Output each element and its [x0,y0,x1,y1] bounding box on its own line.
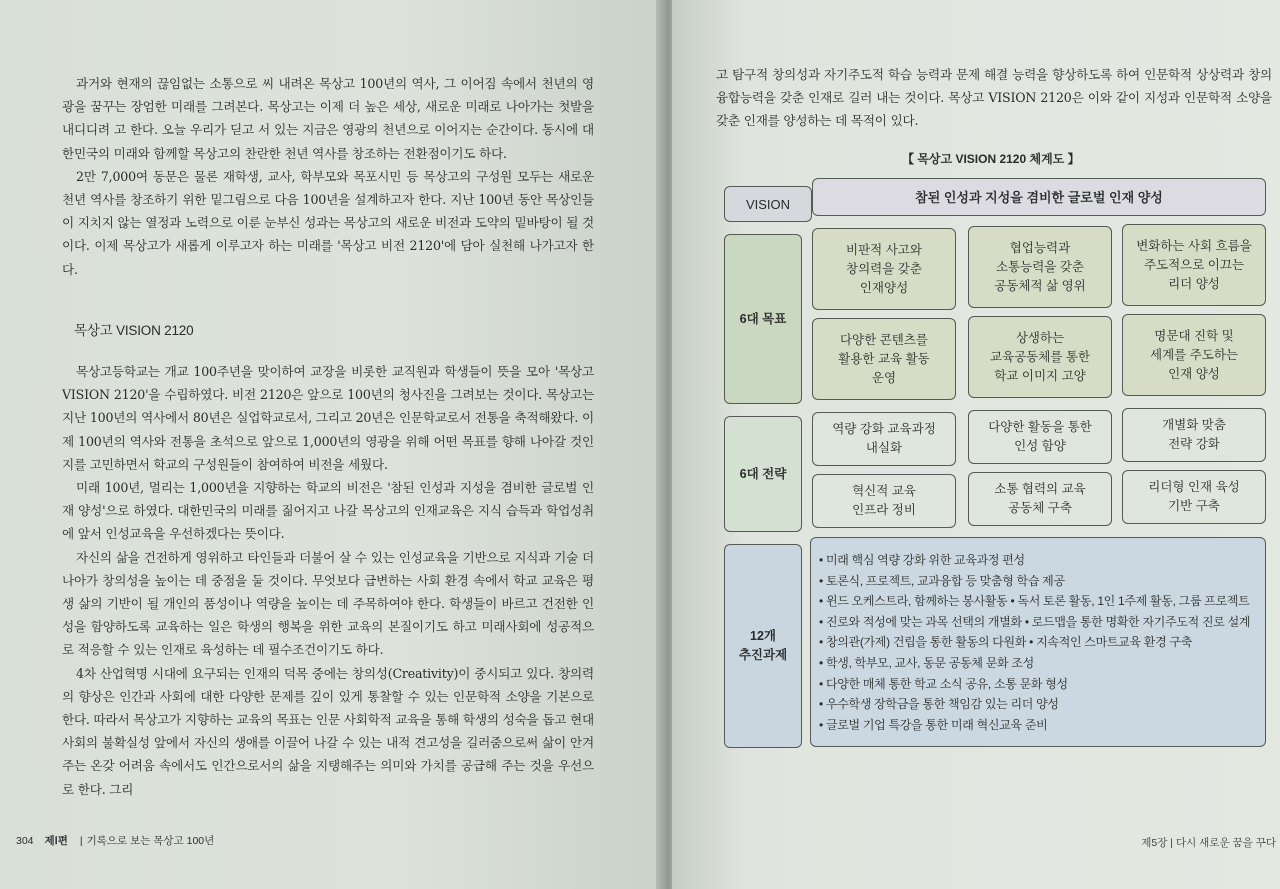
strategy-box: 혁신적 교육 인프라 정비 [812,474,956,528]
chapter-label: 제5장 [1141,837,1168,849]
goal-box: 변화하는 사회 흐름을 주도적으로 이끄는 리더 양성 [1122,224,1266,306]
strategy-box: 개별화 맞춤 전략 강화 [1122,408,1266,462]
task-item: • 학생, 학부모, 교사, 동문 공동체 문화 조성 [819,653,1257,674]
section-title: 목상고 VISION 2120 [74,322,194,338]
paragraph: 2만 7,000여 동문은 물론 재학생, 교사, 학부모와 목포시민 등 목상고의 구성원 모두는 새로운 천년 역사를 창조하기 위한 밑그림으로 다음 100년을 설계하고자 한다. 지난 100년 동안 목상인들이 지치지 않는 열정과 노력으로 이룬 눈부신 성과는 목상고의 새로운 비전과 도약의 밑바탕이 될 것이다. 이제 목상고가 새롭게 이루고자 하는 미래를 '목상고 비전 2120'에 담아 실천해 나가고자 한다. [62,168,594,277]
strategy-box: 리더형 인재 육성 기반 구축 [1122,470,1266,524]
goals-label: 6대 목표 [724,234,802,404]
task-item: • 창의관(가제) 건립을 통한 활동의 다원화 • 지속적인 스마트교육 환경 구축 [819,632,1257,653]
strategy-box: 역량 강화 교육과정 내실화 [812,412,956,466]
paragraph: 목상고등학교는 개교 100주년을 맞이하여 교장을 비롯한 교직원과 학생들이 뜻을 모아 '목상고 VISION 2120'을 수립하였다. 비전 2120은 앞으로 100년의 청사진을 그려보는 것이다. 목상고는 지난 100년의 역사에서 80년은 실업학교로서, 그리고 20년은 인문학교로서 전통을 축적해왔다. 이제 100년의 역사와 전통을 초석으로 앞으로 1,000년의 영광을 위해 어떤 목표를 향해 나아갈 것인지를 고민하면서 학교의 구성원들이 참여하여 비전을 세웠다. [62,364,594,472]
chapter-title: 다시 새로운 꿈을 꾸다 [1175,837,1276,849]
goal-box: 다양한 콘텐츠를 활용한 교육 활동 운영 [812,318,956,400]
right-intro-text: 고 탐구적 창의성과 자기주도적 학습 능력과 문제 해결 능력을 향상하도록 하여 인문학적 상상력과 창의 융합능력을 갖춘 인재로 길러 내는 것이다. 목상고 VISION 2120은 이와 같이 지성과 인문학적 소양을 갖춘 인재를 양성하는 데 목적이 있다. [716,67,1272,129]
book-title: 기록으로 보는 목상고 100년 [86,835,215,847]
footer-separator: | [79,835,83,847]
paragraph: 4차 산업혁명 시대에 요구되는 인재의 덕목 중에는 창의성(Creativity)이 중시되고 있다. 창의력의 향상은 인간과 사회에 대한 다양한 문제를 깊이 있게 통찰할 수 있는 인문학적 소양을 기본으로 한다. 따라서 목상고가 지향하는 교육의 목표는 인문 사회학적 교육을 통해 학생의 성숙을 돕고 현대사회의 불확실성 앞에서 자신의 생애를 이끌어 나갈 수 있는 내적 견고성을 길러줌으로써 삶이 안겨주는 온갖 어려움 속에서도 인간으로서의 삶을 지탱해주는 의미와 가치를 공급해 주는 것을 우선으로 한다. 그리 [62,665,594,797]
task-item: • 토론식, 프로젝트, 교과융합 등 맞춤형 학습 제공 [819,571,1257,592]
tasks-list [810,537,1266,747]
page-number: 304 [16,835,34,847]
tasks-label: 12개 추진과제 [724,544,802,748]
task-item: • 글로벌 기업 특강을 통한 미래 혁신교육 준비 [819,715,1257,736]
left-body-text [62,72,594,801]
strategy-box: 소통 협력의 교육 공동체 구축 [968,472,1112,526]
task-item: • 진로와 적성에 맞는 과목 선택의 개별화 • 로드맵을 통한 명확한 자기주도적 진로 설계 [819,612,1257,633]
vision-label: VISION [724,186,812,222]
strategy-box: 다양한 활동을 통한 인성 함양 [968,410,1112,464]
part-label: 제Ⅰ편 [44,835,68,847]
goal-box: 협업능력과 소통능력을 갖춘 공동체적 삶 영위 [968,226,1112,308]
task-item: • 다양한 매체 통한 학교 소식 공유, 소통 문화 형성 [819,674,1257,695]
goal-box: 비판적 사고와 창의력을 갖춘 인재양성 [812,228,956,310]
task-item: • 우수학생 장학금을 통한 책임감 있는 리더 양성 [819,694,1257,715]
left-footer [16,833,222,848]
strategies-label: 6대 전략 [724,416,802,532]
goal-box: 상생하는 교육공동체를 통한 학교 이미지 고양 [968,316,1112,398]
paragraph: 과거와 현재의 끊임없는 소통으로 씨 내려온 목상고 100년의 역사, 그 이어짐 속에서 천년의 영광을 꿈꾸는 장엄한 미래를 그려본다. 목상고는 이제 더 높은 세상, 새로운 미래로 나아가는 첫발을 내디디려 고 한다. 오늘 우리가 딛고 서 있는 지금은 영광의 천년으로 이어지는 순간이다. 동시에 대한민국의 미래와 함께할 목상고의 찬란한 천년 역사를 창조하는 전환점이기도 하다. [62,76,594,161]
vision-value: 참된 인성과 지성을 겸비한 글로벌 인재 양성 [812,178,1266,216]
footer-separator: | [1170,837,1174,849]
right-page [672,0,1280,889]
paragraph: 자신의 삶을 건전하게 영위하고 타인들과 더불어 살 수 있는 인성교육을 기반으로 지식과 기술 더 나아가 창의성을 높이는 데 중점을 둘 것이다. 무엇보다 급변하는 사회 환경 속에서 학교 교육은 평생 삶의 기반이 될 개인의 품성이나 역량을 높이는 데 주목하여야 한다. 학생들이 바르고 건전한 인성을 함양하도록 교육하는 일은 학생의 행복을 위한 교육의 본질이기도 하고 미래사회에 성공적으로 적응할 수 있는 인재로 육성하는 데 필수조건이기도 하다. [62,549,594,658]
task-item: • 미래 핵심 역량 강화 위한 교육과정 편성 [819,550,1257,571]
goal-box: 명문대 진학 및 세계를 주도하는 인재 양성 [1122,314,1266,396]
paragraph: 미래 100년, 멀리는 1,000년을 지향하는 학교의 비전은 '참된 인성과 지성을 겸비한 글로벌 인재 양성'으로 하였다. 대한민국의 미래를 짊어지고 나갈 목상고의 인재교육은 지식 습득과 학업성취에 앞서 인성교육을 우선하겠다는 뜻이다. [62,480,594,542]
right-footer [1141,835,1276,850]
diagram-title: 【 목상고 VISION 2120 체계도 】 [902,152,1080,166]
task-item: • 윈드 오케스트라, 함께하는 봉사활동 • 독서 토론 활동, 1인 1주제 활동, 그룹 프로젝트 [819,591,1257,612]
